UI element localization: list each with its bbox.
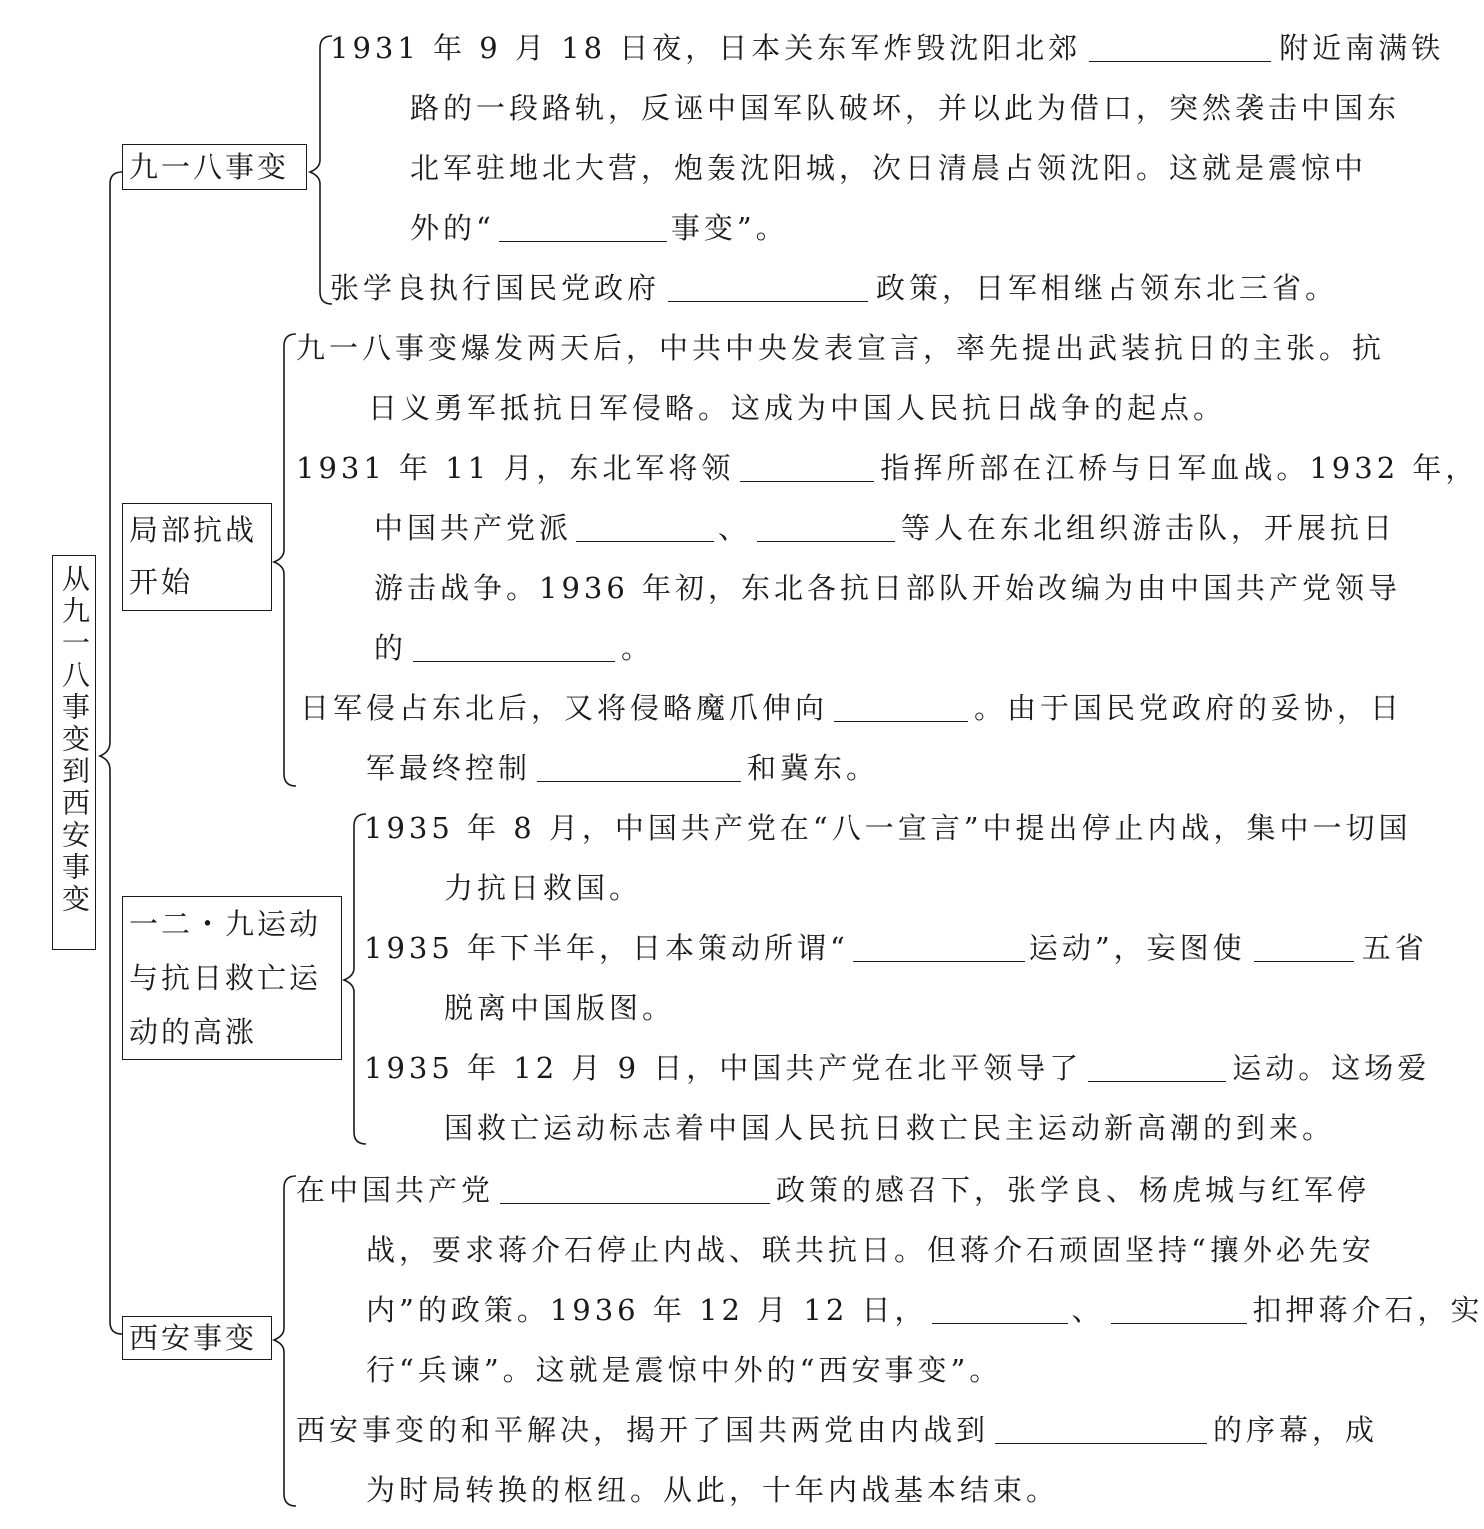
text-segment: 军最终控制 — [366, 751, 532, 785]
section-label-box-2 — [122, 503, 272, 611]
fill-in-blank[interactable] — [757, 513, 895, 542]
text-segment: 日义勇军抵抗日军侵略。这成为中国人民抗日战争的起点。 — [368, 391, 1227, 425]
text-line — [366, 1470, 1059, 1510]
text-segment: 1935 年 8 月，中国共产党在“八一宣言”中提出停止内战，集中一切国 — [364, 811, 1412, 845]
text-segment: 1935 年下半年，日本策动所谓“ — [364, 931, 849, 965]
text-segment: 、 — [718, 511, 752, 545]
section-label-line: 与抗日救亡运 — [129, 961, 322, 995]
text-line — [366, 1350, 1002, 1390]
text-segment: 力抗日救国。 — [444, 871, 643, 905]
section-label-line: 西安事变 — [129, 1321, 258, 1355]
text-segment: 北军驻地北大营，炮轰沈阳城，次日清晨占领沈阳。这就是震惊中 — [410, 151, 1368, 185]
section-label-line: 动的高涨 — [129, 1015, 258, 1049]
text-line — [444, 868, 642, 908]
fill-in-blank[interactable] — [413, 633, 615, 662]
text-segment: 运动”，妄图使 — [1028, 931, 1246, 965]
text-segment: 指挥所部在江桥与日军血战。1932 年， — [880, 451, 1479, 485]
text-segment: 的序幕，成 — [1213, 1413, 1379, 1447]
text-segment: 在中国共产党 — [296, 1173, 495, 1207]
text-line — [296, 328, 1385, 368]
text-line — [364, 1048, 1430, 1088]
root-bracket — [100, 172, 122, 1334]
text-segment: 战，要求蒋介石停止内战、联共抗日。但蒋介石顽固坚持“攘外必先安 — [366, 1233, 1375, 1267]
text-segment: 为时局转换的枢纽。从此，十年内战基本结束。 — [366, 1473, 1060, 1507]
fill-in-blank[interactable] — [1088, 1053, 1226, 1082]
text-segment: 1931 年 9 月 18 日夜，日本关东军炸毁沈阳北郊 — [330, 31, 1082, 65]
text-segment: 中国共产党派 — [374, 511, 573, 545]
text-line — [444, 1108, 1335, 1148]
text-line — [374, 568, 1401, 608]
fill-in-blank[interactable] — [1254, 933, 1354, 962]
text-segment: 。由于国民党政府的妥协，日 — [974, 691, 1404, 725]
text-segment: 附近南满铁 — [1279, 31, 1445, 65]
fill-in-blank[interactable] — [500, 1175, 770, 1204]
text-line — [444, 988, 675, 1028]
text-line — [364, 928, 1428, 968]
text-segment: 和冀东。 — [747, 751, 880, 785]
fill-in-blank[interactable] — [834, 693, 968, 722]
text-segment: 、 — [1071, 1293, 1105, 1327]
root-topic-label: 从九一八事变到西安事变 — [58, 564, 91, 916]
text-segment: 1935 年 12 月 9 日，中国共产党在北平领导了 — [364, 1051, 1083, 1085]
text-line — [296, 1170, 1370, 1210]
section-label-box-1 — [122, 144, 307, 190]
fill-in-blank[interactable] — [1111, 1295, 1247, 1324]
text-segment: 九一八事变爆发两天后，中共中央发表宣言，率先提出武装抗日的主张。抗 — [296, 331, 1386, 365]
section-1-bracket — [310, 36, 332, 304]
text-line — [330, 28, 1444, 68]
text-line — [410, 208, 789, 248]
text-line — [410, 88, 1400, 128]
text-segment: 运动。这场爱 — [1232, 1051, 1431, 1085]
text-line — [374, 508, 1396, 548]
text-segment: 政策，日军相继占领东北三省。 — [876, 271, 1339, 305]
section-label-box-4 — [122, 1316, 272, 1360]
text-segment: 政策的感召下，张学良、杨虎城与红军停 — [776, 1173, 1371, 1207]
fill-in-blank[interactable] — [668, 273, 868, 302]
fill-in-blank[interactable] — [932, 1295, 1068, 1324]
text-segment: 游击战争。1936 年初，东北各抗日部队开始改编为由中国共产党领导 — [374, 571, 1402, 605]
fill-in-blank[interactable] — [576, 513, 714, 542]
text-segment: 的 — [374, 631, 408, 665]
section-label-line: 开始 — [129, 565, 194, 599]
text-segment: 1931 年 11 月，东北军将领 — [296, 451, 735, 485]
section-label-line: 九一八事变 — [129, 150, 290, 184]
root-topic-box — [52, 555, 96, 950]
fill-in-blank[interactable] — [499, 213, 667, 242]
fill-in-blank[interactable] — [1089, 33, 1271, 62]
text-line — [364, 808, 1412, 848]
section-2-bracket — [274, 334, 296, 786]
text-line — [366, 748, 879, 788]
text-segment: 国救亡运动标志着中国人民抗日救亡民主运动新高潮的到来。 — [444, 1111, 1336, 1145]
section-4-bracket — [274, 1176, 296, 1506]
fill-in-blank[interactable] — [740, 453, 874, 482]
fill-in-blank[interactable] — [995, 1415, 1207, 1444]
text-segment: 事变”。 — [670, 211, 789, 245]
text-line — [330, 268, 1338, 308]
text-line — [366, 1230, 1375, 1270]
text-segment: 脱离中国版图。 — [444, 991, 676, 1025]
section-label-line: 局部抗战 — [129, 513, 258, 547]
text-segment: 行“兵谏”。这就是震惊中外的“西安事变”。 — [366, 1353, 1003, 1387]
text-segment: 日军侵占东北后，又将侵略魔爪伸向 — [300, 691, 829, 725]
text-line — [296, 1410, 1378, 1450]
text-line — [368, 388, 1226, 428]
text-segment: 内”的政策。1936 年 12 月 12 日， — [366, 1293, 928, 1327]
text-segment: 路的一段路轨，反诬中国军队破坏，并以此为借口，突然袭击中国东 — [410, 91, 1401, 125]
section-label-line: 一二・九运动 — [129, 907, 322, 941]
text-line — [374, 628, 654, 668]
text-segment: 等人在东北组织游击队，开展抗日 — [901, 511, 1397, 545]
text-line — [300, 688, 1403, 728]
text-segment: 五省 — [1361, 931, 1428, 965]
text-segment: 。 — [621, 631, 655, 665]
section-3-bracket — [344, 814, 366, 1144]
text-line — [296, 448, 1478, 488]
text-segment: 西安事变的和平解决，揭开了国共两党由内战到 — [296, 1413, 990, 1447]
section-label-box-3 — [122, 896, 342, 1060]
text-segment: 张学良执行国民党政府 — [330, 271, 661, 305]
text-line — [366, 1290, 1484, 1330]
text-segment: 扣押蒋介石，实 — [1252, 1293, 1484, 1327]
fill-in-blank[interactable] — [853, 933, 1025, 962]
text-line — [410, 148, 1367, 188]
text-segment: 外的“ — [410, 211, 495, 245]
fill-in-blank[interactable] — [537, 753, 741, 782]
